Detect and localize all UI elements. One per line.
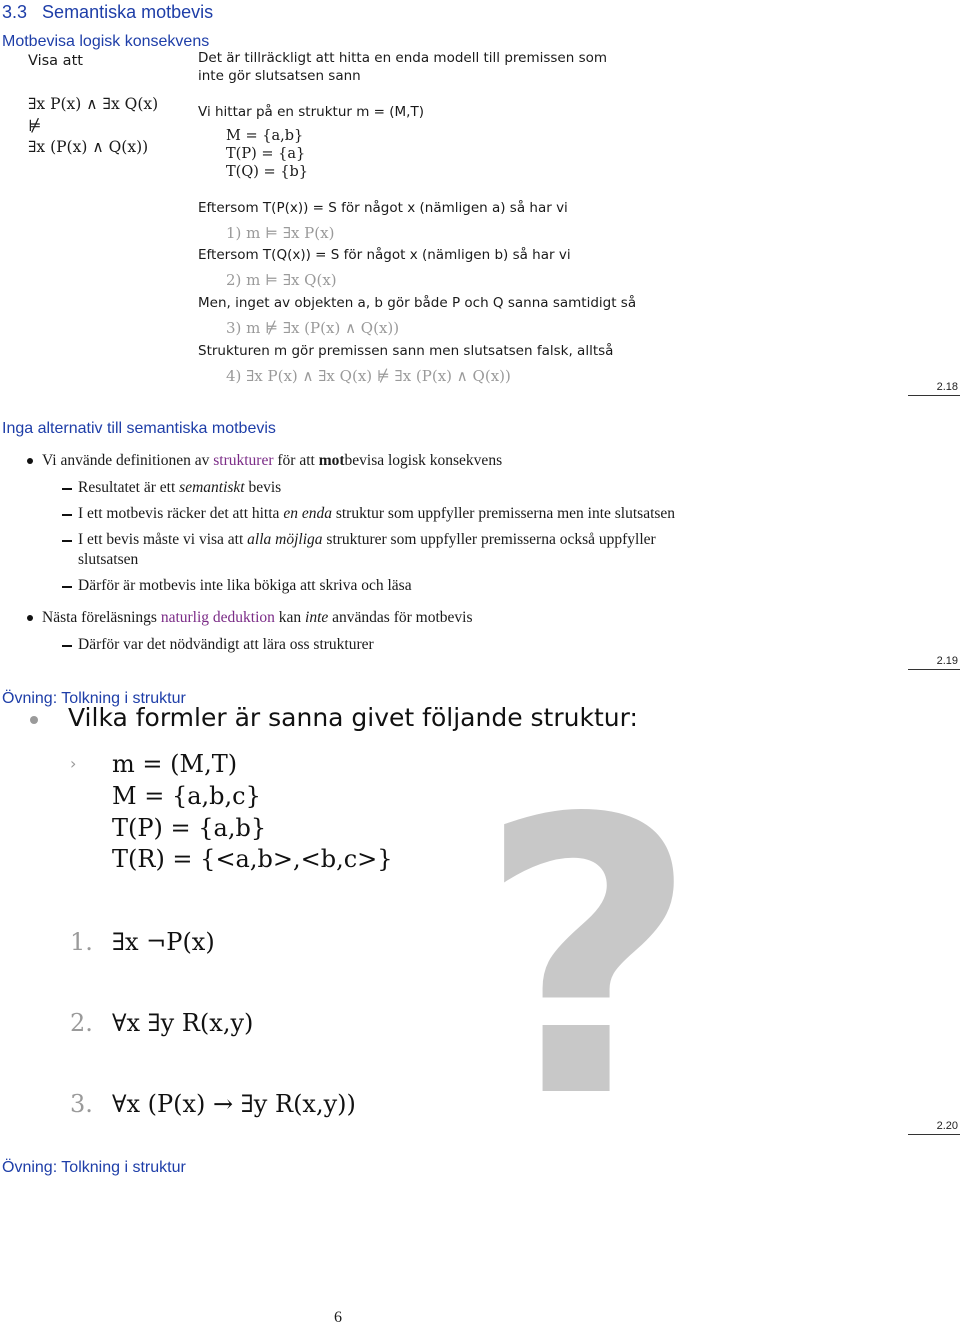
sub-semantic-proof: Resultatet är ett semantiskt bevis [78,479,282,496]
sub-proof-line-2: slutsatsen [78,551,139,568]
link-naturlig-deduktion[interactable]: naturlig deduktion [160,609,275,626]
intro-line-2: inte gör slutsatsen sann [198,68,361,84]
conclusion-line: Strukturen m gör premissen sann men slutsatsen falsk, alltså [198,343,614,359]
step-1: 1) m ⊨ ∃x P(x) [226,224,335,242]
not-models-symbol: ⊭ [28,117,42,135]
sub-proof: I ett bevis måste vi visa att alla möjliga strukturer som uppfyller premisserna också uppfyller [78,531,656,548]
dash-marker [62,488,72,490]
step-3: 3) m ⊭ ∃x (P(x) ∧ Q(x)) [226,319,400,337]
chevron-right-icon: › [70,754,77,773]
page-number: 6 [334,1309,342,1326]
conclusion-formula: ∃x (P(x) ∧ Q(x)) [28,138,149,156]
dash-marker [62,645,72,647]
link-strukturer[interactable]: strukturer [213,452,274,469]
slide-number-2-18: 2.18 [936,381,958,393]
bullet-next-lecture: Nästa föreläsnings naturlig deduktion kan inte användas för motbevis [42,609,473,626]
slide-number-rule [908,1134,960,1135]
bullet-dot [30,716,38,724]
frame-title-ovning-2: Övning: Tolkning i struktur [2,1159,186,1176]
structure-line: Vi hittar på en struktur m = (M,T) [198,104,424,120]
slide-number-rule [908,669,960,670]
formula-1: ∃x ¬P(x) [112,928,215,956]
since-line-2: Eftersom T(Q(x)) = S för något x (nämligen b) så har vi [198,247,571,263]
section-title: Semantiska motbevis [42,2,214,22]
frame-title-inga-alternativ: Inga alternativ till semantiska motbevis [2,420,276,437]
frame-title-motbevisa: Motbevisa logisk konsekvens [2,33,210,50]
section-number: 3.3 [2,2,28,22]
structure-m: m = (M,T) [112,750,238,778]
sub-therefore: Därför är motbevis inte lika bökiga att skriva och läsa [78,577,412,594]
sub-counterproof: I ett motbevis räcker det att hitta en enda struktur som uppfyller premisserna men inte slutsatsen [78,505,676,522]
bullet-dot [27,615,33,621]
formula-number: 1. [70,928,93,956]
frame-title-ovning: Övning: Tolkning i struktur [2,690,186,707]
dash-marker [62,586,72,588]
domain-M: M = {a,b} [226,128,304,144]
visa-att-label: Visa att [28,53,83,69]
structure-P: T(P) = {a,b} [112,814,267,842]
slide-number-2-19: 2.19 [936,655,958,667]
question-mark-graphic: ? [478,738,699,1181]
sub-necessary: Därför var det nödvändigt att lära oss strukturer [78,636,374,653]
interp-P: T(P) = {a} [226,146,306,162]
since-line-1: Eftersom T(P(x)) = S för något x (nämligen a) så har vi [198,200,568,216]
bullet-definitions: Vi använde definitionen av strukturer för att motbevisa logisk konsekvens [42,452,503,469]
slide-number-2-20: 2.20 [936,1120,958,1132]
bullet-dot [27,458,33,464]
section-heading [2,2,213,23]
step-4: 4) ∃x P(x) ∧ ∃x Q(x) ⊭ ∃x (P(x) ∧ Q(x)) [226,367,511,385]
premise-formula: ∃x P(x) ∧ ∃x Q(x) [28,95,159,113]
structure-R: T(R) = {<a,b>,<b,c>} [112,845,393,873]
none-line: Men, inget av objekten a, b gör både P och Q sanna samtidigt så [198,295,637,311]
dash-marker [62,514,72,516]
formula-2: ∀x ∃y R(x,y) [112,1009,254,1037]
intro-line-1: Det är tillräckligt att hitta en enda modell till premissen som [198,50,608,66]
structure-domain: M = {a,b,c} [112,782,261,810]
interp-Q: T(Q) = {b} [226,164,308,180]
formula-3: ∀x (P(x) → ∃y R(x,y)) [112,1090,356,1118]
formula-number: 2. [70,1009,93,1037]
slide-number-rule [908,395,960,396]
dash-marker [62,540,72,542]
formula-number: 3. [70,1090,93,1118]
exercise-heading: Vilka formler är sanna givet följande struktur: [68,703,638,732]
step-2: 2) m ⊨ ∃x Q(x) [226,271,337,289]
